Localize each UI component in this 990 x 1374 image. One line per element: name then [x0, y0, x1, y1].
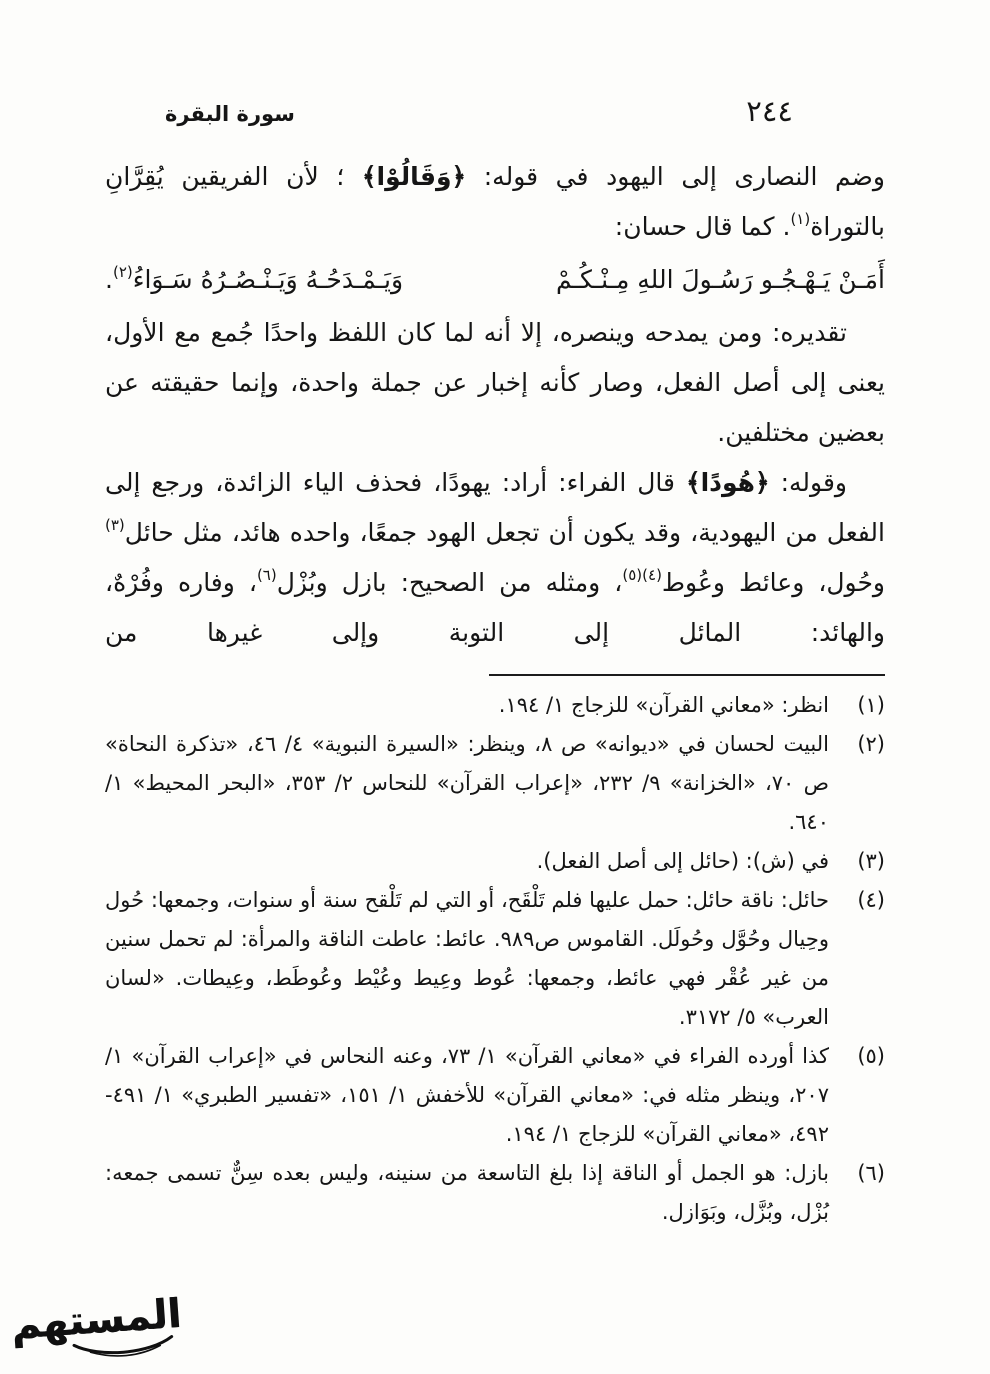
footnote-number: (٤) — [857, 888, 885, 912]
footnote-separator — [489, 674, 885, 676]
poetry-line — [105, 254, 885, 306]
footnote-text: حائل: ناقة حائل: حمل عليها فلم تَلْقَح، أو التي لم تَلْقح سنة أو سنوات، وجمعها: حُول وحِيال وحُوَّل وحُولَل. القاموس ص٩٨٩. عائط: عاطت الناقة والمرأة: لم تحمل سنين من غير عُقْر فهي عائط، وجمعها: عُوط وعِيط وعُيْط وعُوطَط، وعِيطات. «لسان العرب» ٥/ ٣١٧٢. — [105, 888, 829, 1029]
footnote-number: (٦) — [857, 1161, 885, 1185]
page-header — [105, 0, 885, 128]
publisher-stamp — [9, 1290, 184, 1364]
main-text — [105, 152, 885, 658]
footnote-text: البيت لحسان في «ديوانه» ص ٨، وينظر: «السيرة النبوية» ٤/ ٤٦، «تذكرة النحاة» ص ٧٠، «الخزانة» ٩/ ٢٣٢، «إعراب القرآن» للنحاس ٢/ ٣٥٣، «البحر المحيط» ١/ ٦٤٠. — [105, 732, 830, 834]
footnote-number: (٣) — [857, 849, 885, 873]
footnote-text: بازل: هو الجمل أو الناقة إذا بلغ التاسعة من سنينه، وليس بعده سِنٌّ تسمى جمعه: بُزْل، وبُزَّل، وبَوَازل. — [105, 1161, 829, 1224]
footnotes-section — [105, 686, 885, 1232]
stamp-flourish-icon — [67, 1330, 179, 1364]
paragraph-taqdir: تقديره: ومن يمدحه وينصره، إلا أنه لما كان اللفظ واحدًا جُمع مع الأول، يعنى إلى أصل الفعل، وصار كأنه إخبار عن جملة واحدة، وإنما حقيقته عن بعضين مختلفين. — [105, 318, 885, 447]
stamp-text: المستهم — [9, 1290, 183, 1349]
footnote-item — [105, 842, 885, 881]
poetry-hemistich-left: وَيَـمْـدَحُـهُ وَيَـنْـصُـرُهُ سَـوَاءُ$^{(٢)}$. — [105, 262, 404, 294]
footnote-number: (٢) — [857, 732, 885, 756]
footnote-text: كذا أورده الفراء في «معاني القرآن» ١/ ٧٣، وعنه النحاس في «إعراب القرآن» ١/ ٢٠٧، وينظر مثله في: «معاني القرآن» للأخفش ١/ ١٥١، «تفسير الطبري» ١/ ٤٩١- ٤٩٢، «معاني القرآن» للزجاج ١/ ١٩٤. — [105, 1044, 829, 1146]
paragraph-huda: وقوله: ﴿هُودًا﴾ قال الفراء: أراد: يهودًا، فحذف الياء الزائدة، ورجع إلى الفعل من اليهودية، وقد يكون أن تجعل الهود جمعًا، واحده هائد، مثل حائل$^{(٣)}$ وحُول، وعائط وعُوط$^{(٤)(٥)}$، ومثله من الصحيح: بازل وبُزْل$^{(٦)}$، وفاره وفُرْهٌ، والهائد: المائل إلى التوبة وإلى غيرها من — [105, 468, 885, 647]
footnote-text: انظر: «معاني القرآن» للزجاج ١/ ١٩٤. — [498, 693, 829, 717]
paragraph-intro: وضم النصارى إلى اليهود في قوله: ﴿وَقَالُوْا﴾ ؛ لأن الفريقين يُقِرَّانِ بالتوراة$^{(١)}$. كما قال حسان: — [105, 162, 885, 241]
footnote-item — [105, 725, 885, 842]
footnote-number: (٥) — [857, 1044, 885, 1068]
poetry-hemistich-right: أَمَـنْ يَـهْـجُـو رَسُـولَ اللهِ مِـنْـكُـمْ — [555, 265, 885, 294]
page-number: ٢٤٤ — [746, 94, 793, 128]
footnote-text: في (ش): (حائل إلى أصل الفعل). — [536, 849, 829, 873]
surah-title: سورة البقرة — [165, 102, 295, 126]
footnote-item — [105, 1154, 885, 1232]
footnote-item — [105, 881, 885, 1037]
footnote-number: (١) — [857, 693, 885, 717]
footnote-item — [105, 1037, 885, 1154]
footnote-item — [105, 686, 885, 725]
